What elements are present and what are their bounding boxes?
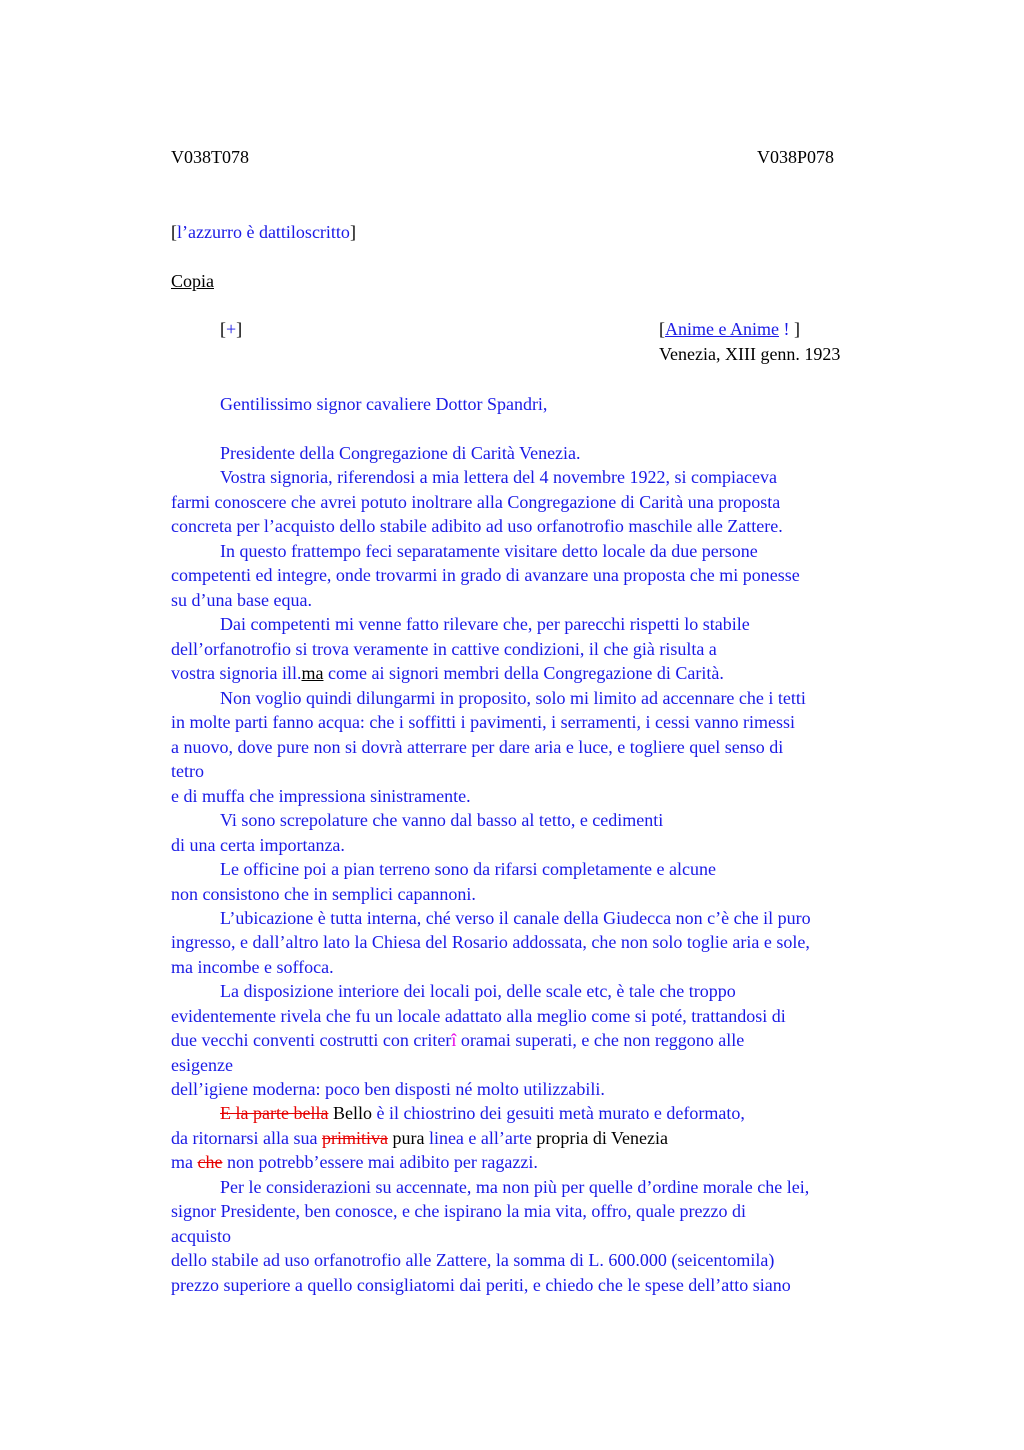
body-line: a nuovo, dove pure non si dovrà atterrare per dare aria e luce, e togliere quel senso di <box>171 737 784 757</box>
body-line: Le officine poi a pian terreno sono da rifarsi completamente e alcune <box>220 859 716 879</box>
body-line: Dai competenti mi venne fatto rilevare che, per parecchi rispetti lo stabile <box>220 614 750 634</box>
plus-sign: + <box>226 319 237 339</box>
text-segment: non potrebb’essere mai adibito per ragazzi. <box>222 1152 538 1172</box>
abbreviation-superscript: ma <box>301 663 324 683</box>
document-code-left: V038T078 <box>171 147 249 167</box>
body-line: tetro <box>171 761 204 781</box>
motto-text: Anime e Anime <box>665 319 779 339</box>
body-line: farmi conoscere che avrei potuto inoltrare alla Congregazione di Carità una proposta <box>171 492 781 512</box>
body-line <box>171 1126 668 1150</box>
body-line: in molte parti fanno acqua: che i soffitti i pavimenti, i serramenti, i cessi vanno rimessi <box>171 712 796 732</box>
body-line: Per le considerazioni su accennate, ma non più per quelle d’ordine morale che lei, <box>220 1177 810 1197</box>
letter-date: Venezia, XIII genn. 1923 <box>659 344 841 364</box>
struck-text: che <box>197 1152 223 1172</box>
bracket-open: [ <box>659 319 665 339</box>
salutation: Gentilissimo signor cavaliere Dottor Spandri, <box>220 394 548 414</box>
text-segment: linea e all’arte <box>424 1128 532 1148</box>
text-segment: è il chiostrino dei gesuiti metà murato e deformato, <box>371 1103 745 1123</box>
handwritten-insertion: pura <box>387 1128 425 1148</box>
body-line: ma incombe e soffoca. <box>171 957 334 977</box>
text-segment: come ai signori membri della Congregazione di Carità. <box>323 663 724 683</box>
document-code-right: V038P078 <box>757 147 835 167</box>
body-line: di una certa importanza. <box>171 835 345 855</box>
text-segment: due vecchi conventi costrutti con criter <box>171 1030 452 1050</box>
body-line: dell’igiene moderna: poco ben disposti né molto utilizzabili. <box>171 1079 605 1099</box>
body-line: evidentemente rivela che fu un locale adattato alla meglio come si poté, trattandosi di <box>171 1006 786 1026</box>
text-segment: vostra signoria ill. <box>171 663 302 683</box>
body-line: Vostra signoria, riferendosi a mia lettera del 4 novembre 1922, si compiaceva <box>220 467 777 487</box>
body-line <box>171 1150 538 1174</box>
body-line: Presidente della Congregazione di Carità Venezia. <box>220 443 581 463</box>
body-line: competenti ed integre, onde trovarmi in grado di avanzare una proposta che mi ponesse <box>171 565 800 585</box>
body-line: L’ubicazione è tutta interna, ché verso il canale della Giudecca non c’è che il puro <box>220 908 811 928</box>
body-line: dello stabile ad uso orfanotrofio alle Zattere, la somma di L. 600.000 (seicentomila) <box>171 1250 775 1270</box>
motto-exclamation: ! <box>778 319 794 339</box>
body-line: concreta per l’acquisto dello stabile adibito ad uso orfanotrofio maschile alle Zattere. <box>171 516 783 536</box>
struck-text: E la parte bella <box>220 1103 329 1123</box>
text-segment: ma <box>171 1152 198 1172</box>
editorial-note-text: l’azzurro è dattiloscritto <box>177 222 350 242</box>
body-line: dell’orfanotrofio si trova veramente in cattive condizioni, il che già risulta a <box>171 639 717 659</box>
handwritten-insertion: Bello <box>328 1103 372 1123</box>
bracket-close: ] <box>349 222 356 242</box>
body-line: ingresso, e dall’altro lato la Chiesa del Rosario addossata, che non solo toglie aria e sole, <box>171 932 810 952</box>
bracket-open: [ <box>171 222 177 242</box>
body-line: Non voglio quindi dilungarmi in proposito, solo mi limito ad accennare che i tetti <box>220 688 806 708</box>
plus-marker <box>220 319 242 340</box>
text-segment: da ritornarsi alla sua <box>171 1128 322 1148</box>
text-segment: oramai superati, e che non reggono alle <box>456 1030 745 1050</box>
body-line: esigenze <box>171 1055 233 1075</box>
body-line: La disposizione interiore dei locali poi, delle scale etc, è tale che troppo <box>220 981 736 1001</box>
struck-text: primitiva <box>321 1128 388 1148</box>
bracket-close: ] <box>236 319 243 339</box>
body-line <box>220 1101 745 1125</box>
motto <box>659 319 800 340</box>
copy-label: Copia <box>171 271 214 291</box>
body-line <box>171 661 724 685</box>
body-line: Vi sono screpolature che vanno dal basso al tetto, e cedimenti <box>220 810 664 830</box>
body-line: non consistono che in semplici capannoni. <box>171 884 476 904</box>
body-line: su d’una base equa. <box>171 590 312 610</box>
handwritten-correction: î <box>451 1030 457 1050</box>
bracket-open: [ <box>220 319 226 339</box>
editorial-note <box>171 222 356 243</box>
bracket-close: ] <box>793 319 800 339</box>
handwritten-insertion: propria di Venezia <box>531 1128 668 1148</box>
body-line: signor Presidente, ben conosce, e che ispirano la mia vita, offro, quale prezzo di <box>171 1201 746 1221</box>
body-line: acquisto <box>171 1226 231 1246</box>
body-line: prezzo superiore a quello consigliatomi dai periti, e chiedo che le spese dell’atto siano <box>171 1275 791 1295</box>
body-line <box>171 1028 744 1052</box>
body-line: e di muffa che impressiona sinistramente. <box>171 786 471 806</box>
body-line: In questo frattempo feci separatamente visitare detto locale da due persone <box>220 541 758 561</box>
